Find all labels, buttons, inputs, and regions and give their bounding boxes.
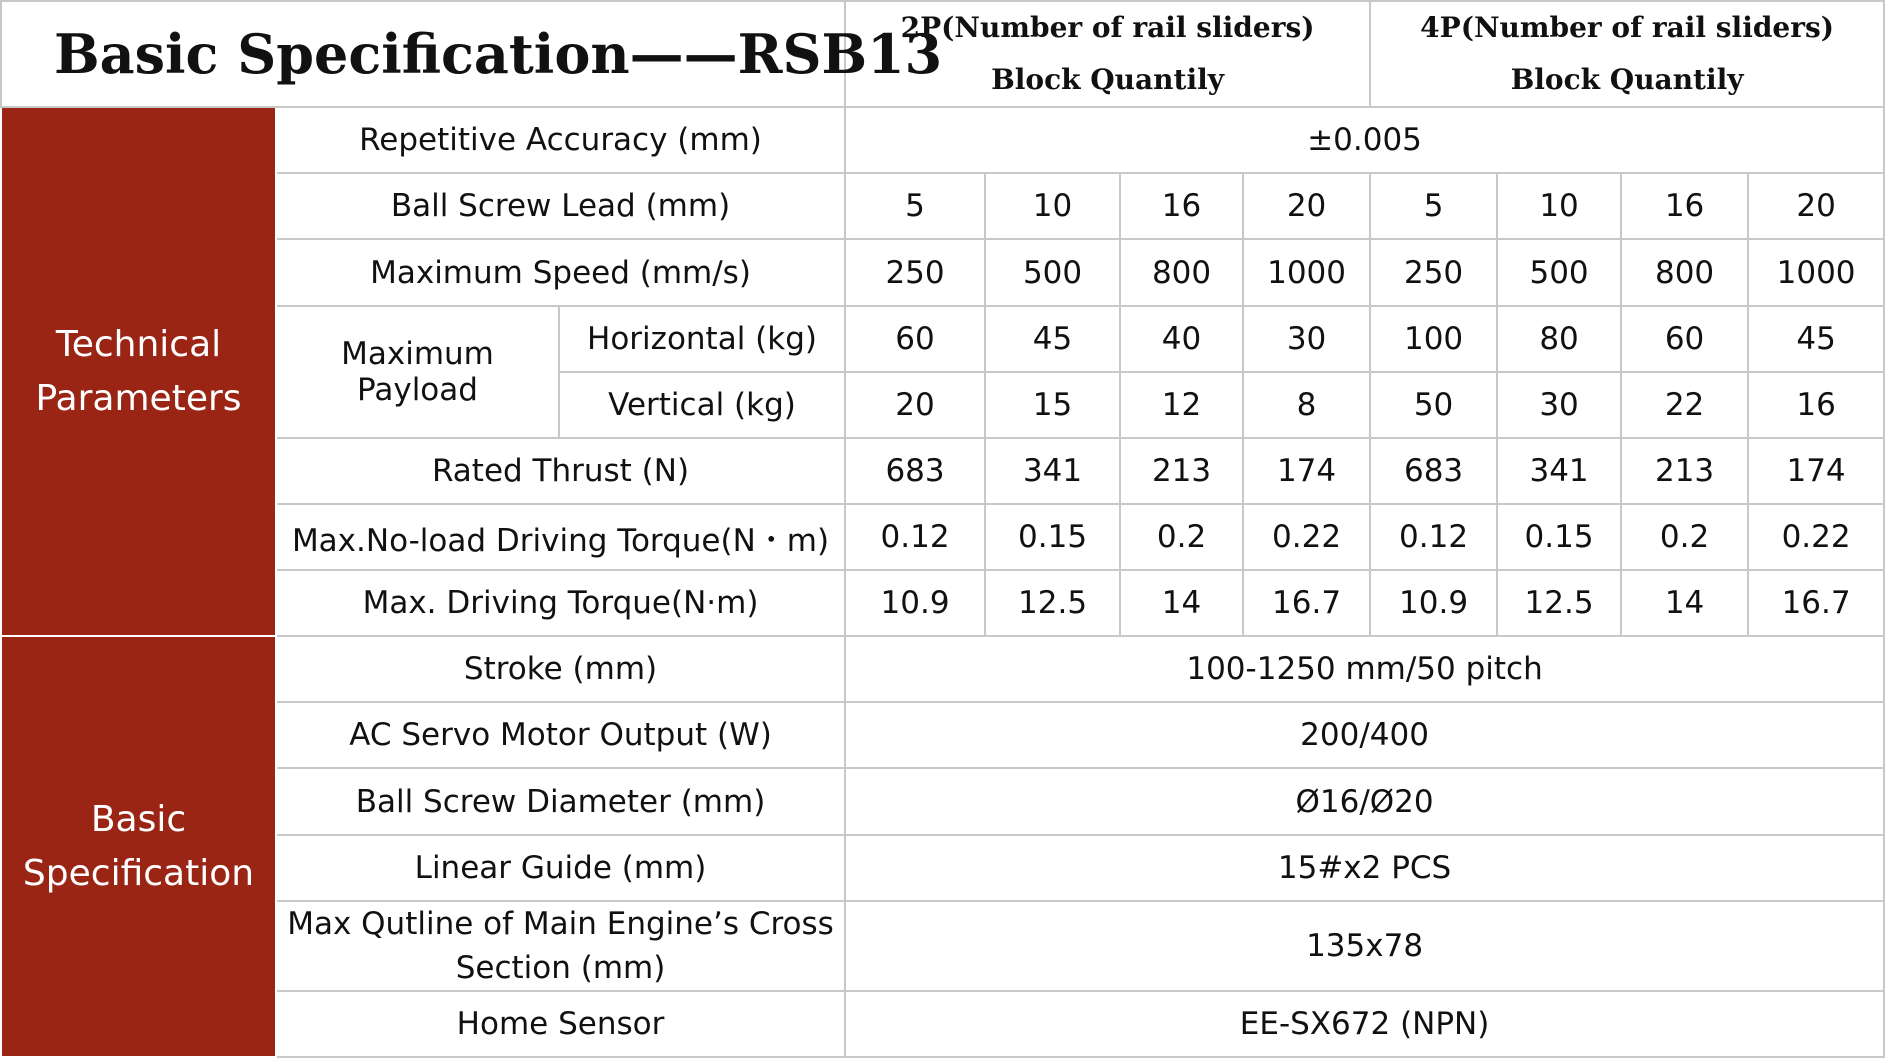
page-title: Basic Specification——RSB13 — [1, 1, 845, 107]
row-label-max-outline-line1: Max Qutline of Main Engine’s Cross — [287, 905, 834, 942]
cell-torque-2p-1: 10.9 — [845, 570, 985, 636]
category-basic-specification — [1, 636, 276, 1057]
cell-vertical-2p-3: 12 — [1120, 372, 1243, 438]
value-stroke: 100-1250 mm/50 pitch — [845, 636, 1884, 702]
row-label-repetitive-accuracy: Repetitive Accuracy (mm) — [276, 107, 845, 173]
value-ball-screw-diameter: Ø16/Ø20 — [845, 768, 1884, 834]
value-repetitive-accuracy: ±0.005 — [845, 107, 1884, 173]
cell-torque-2p-4: 16.7 — [1243, 570, 1370, 636]
cell-vertical-2p-4: 8 — [1243, 372, 1370, 438]
row-label-ball-screw-lead: Ball Screw Lead (mm) — [276, 173, 845, 239]
value-motor-output: 200/400 — [845, 702, 1884, 768]
table-row — [1, 636, 1884, 702]
row-sublabel-horizontal: Horizontal (kg) — [559, 306, 845, 372]
category-basic-line1: Basic — [90, 798, 187, 840]
cell-noload-2p-2: 0.15 — [985, 504, 1120, 570]
cell-vertical-2p-1: 20 — [845, 372, 985, 438]
cell-lead-4p-4: 20 — [1748, 173, 1884, 239]
cell-vertical-4p-2: 30 — [1497, 372, 1621, 438]
table-row — [1, 991, 1884, 1057]
cell-vertical-2p-2: 15 — [985, 372, 1120, 438]
table-row — [1, 239, 1884, 305]
cell-speed-4p-3: 800 — [1621, 239, 1748, 305]
cell-speed-4p-1: 250 — [1370, 239, 1497, 305]
cell-noload-2p-1: 0.12 — [845, 504, 985, 570]
cell-thrust-2p-2: 341 — [985, 438, 1120, 504]
cell-lead-2p-1: 5 — [845, 173, 985, 239]
cell-horizontal-4p-1: 100 — [1370, 306, 1497, 372]
table-row — [1, 107, 1884, 173]
cell-thrust-2p-3: 213 — [1120, 438, 1243, 504]
group-header-4p-line2: Block Quantily — [1510, 63, 1744, 97]
group-header-2p-line2: Block Quantily — [991, 63, 1224, 97]
cell-horizontal-2p-2: 45 — [985, 306, 1120, 372]
row-label-rated-thrust: Rated Thrust (N) — [276, 438, 845, 504]
row-label-max-outline — [276, 901, 845, 991]
table-row — [1, 504, 1884, 570]
row-label-maximum-payload: Maximum Payload — [276, 306, 559, 438]
row-label-max-driving-torque: Max. Driving Torque(N·m) — [276, 570, 845, 636]
cell-speed-2p-1: 250 — [845, 239, 985, 305]
table-row — [1, 306, 1884, 372]
value-home-sensor: EE-SX672 (NPN) — [845, 991, 1884, 1057]
cell-speed-4p-4: 1000 — [1748, 239, 1884, 305]
row-label-stroke: Stroke (mm) — [276, 636, 845, 702]
row-label-motor-output: AC Servo Motor Output (W) — [276, 702, 845, 768]
cell-speed-4p-2: 500 — [1497, 239, 1621, 305]
value-max-outline: 135x78 — [845, 901, 1884, 991]
cell-thrust-4p-2: 341 — [1497, 438, 1621, 504]
cell-lead-4p-1: 5 — [1370, 173, 1497, 239]
cell-horizontal-2p-3: 40 — [1120, 306, 1243, 372]
cell-vertical-4p-1: 50 — [1370, 372, 1497, 438]
group-header-4p-line1: 4P(Number of rail sliders) — [1420, 11, 1834, 45]
row-label-ball-screw-diameter: Ball Screw Diameter (mm) — [276, 768, 845, 834]
cell-horizontal-4p-2: 80 — [1497, 306, 1621, 372]
cell-noload-2p-3: 0.2 — [1120, 504, 1243, 570]
row-label-linear-guide: Linear Guide (mm) — [276, 835, 845, 901]
category-technical-line1: Technical — [55, 323, 222, 365]
cell-lead-2p-4: 20 — [1243, 173, 1370, 239]
cell-noload-4p-1: 0.12 — [1370, 504, 1497, 570]
value-linear-guide: 15#x2 PCS — [845, 835, 1884, 901]
cell-noload-2p-4: 0.22 — [1243, 504, 1370, 570]
row-label-maximum-speed: Maximum Speed (mm/s) — [276, 239, 845, 305]
cell-thrust-4p-3: 213 — [1621, 438, 1748, 504]
cell-thrust-4p-1: 683 — [1370, 438, 1497, 504]
cell-speed-2p-2: 500 — [985, 239, 1120, 305]
cell-lead-2p-2: 10 — [985, 173, 1120, 239]
cell-noload-4p-2: 0.15 — [1497, 504, 1621, 570]
cell-vertical-4p-3: 22 — [1621, 372, 1748, 438]
cell-vertical-4p-4: 16 — [1748, 372, 1884, 438]
cell-speed-2p-4: 1000 — [1243, 239, 1370, 305]
cell-thrust-2p-4: 174 — [1243, 438, 1370, 504]
cell-thrust-4p-4: 174 — [1748, 438, 1884, 504]
category-technical-parameters — [1, 107, 276, 636]
category-basic-line2: Specification — [22, 852, 255, 894]
cell-thrust-2p-1: 683 — [845, 438, 985, 504]
table-row — [1, 835, 1884, 901]
cell-torque-4p-3: 14 — [1621, 570, 1748, 636]
table-row — [1, 901, 1884, 991]
group-header-4p — [1370, 1, 1884, 107]
table-row — [1, 702, 1884, 768]
cell-torque-2p-3: 14 — [1120, 570, 1243, 636]
cell-lead-4p-3: 16 — [1621, 173, 1748, 239]
cell-lead-4p-2: 10 — [1497, 173, 1621, 239]
table-row — [1, 570, 1884, 636]
row-label-noload-driving-torque: Max.No-load Driving Torque(N・m) — [276, 504, 845, 570]
header-row — [1, 1, 1884, 107]
cell-torque-4p-4: 16.7 — [1748, 570, 1884, 636]
table-row — [1, 768, 1884, 834]
cell-noload-4p-3: 0.2 — [1621, 504, 1748, 570]
cell-torque-2p-2: 12.5 — [985, 570, 1120, 636]
row-sublabel-vertical: Vertical (kg) — [559, 372, 845, 438]
table-row — [1, 173, 1884, 239]
cell-horizontal-4p-4: 45 — [1748, 306, 1884, 372]
cell-speed-2p-3: 800 — [1120, 239, 1243, 305]
table-row — [1, 438, 1884, 504]
category-technical-line2: Parameters — [35, 377, 242, 419]
cell-noload-4p-4: 0.22 — [1748, 504, 1884, 570]
cell-lead-2p-3: 16 — [1120, 173, 1243, 239]
cell-horizontal-4p-3: 60 — [1621, 306, 1748, 372]
group-header-2p-line1: 2P(Number of rail sliders) — [900, 11, 1315, 45]
cell-torque-4p-2: 12.5 — [1497, 570, 1621, 636]
row-label-max-outline-line2: Section (mm) — [455, 949, 666, 986]
cell-horizontal-2p-1: 60 — [845, 306, 985, 372]
cell-torque-4p-1: 10.9 — [1370, 570, 1497, 636]
cell-horizontal-2p-4: 30 — [1243, 306, 1370, 372]
row-label-home-sensor: Home Sensor — [276, 991, 845, 1057]
